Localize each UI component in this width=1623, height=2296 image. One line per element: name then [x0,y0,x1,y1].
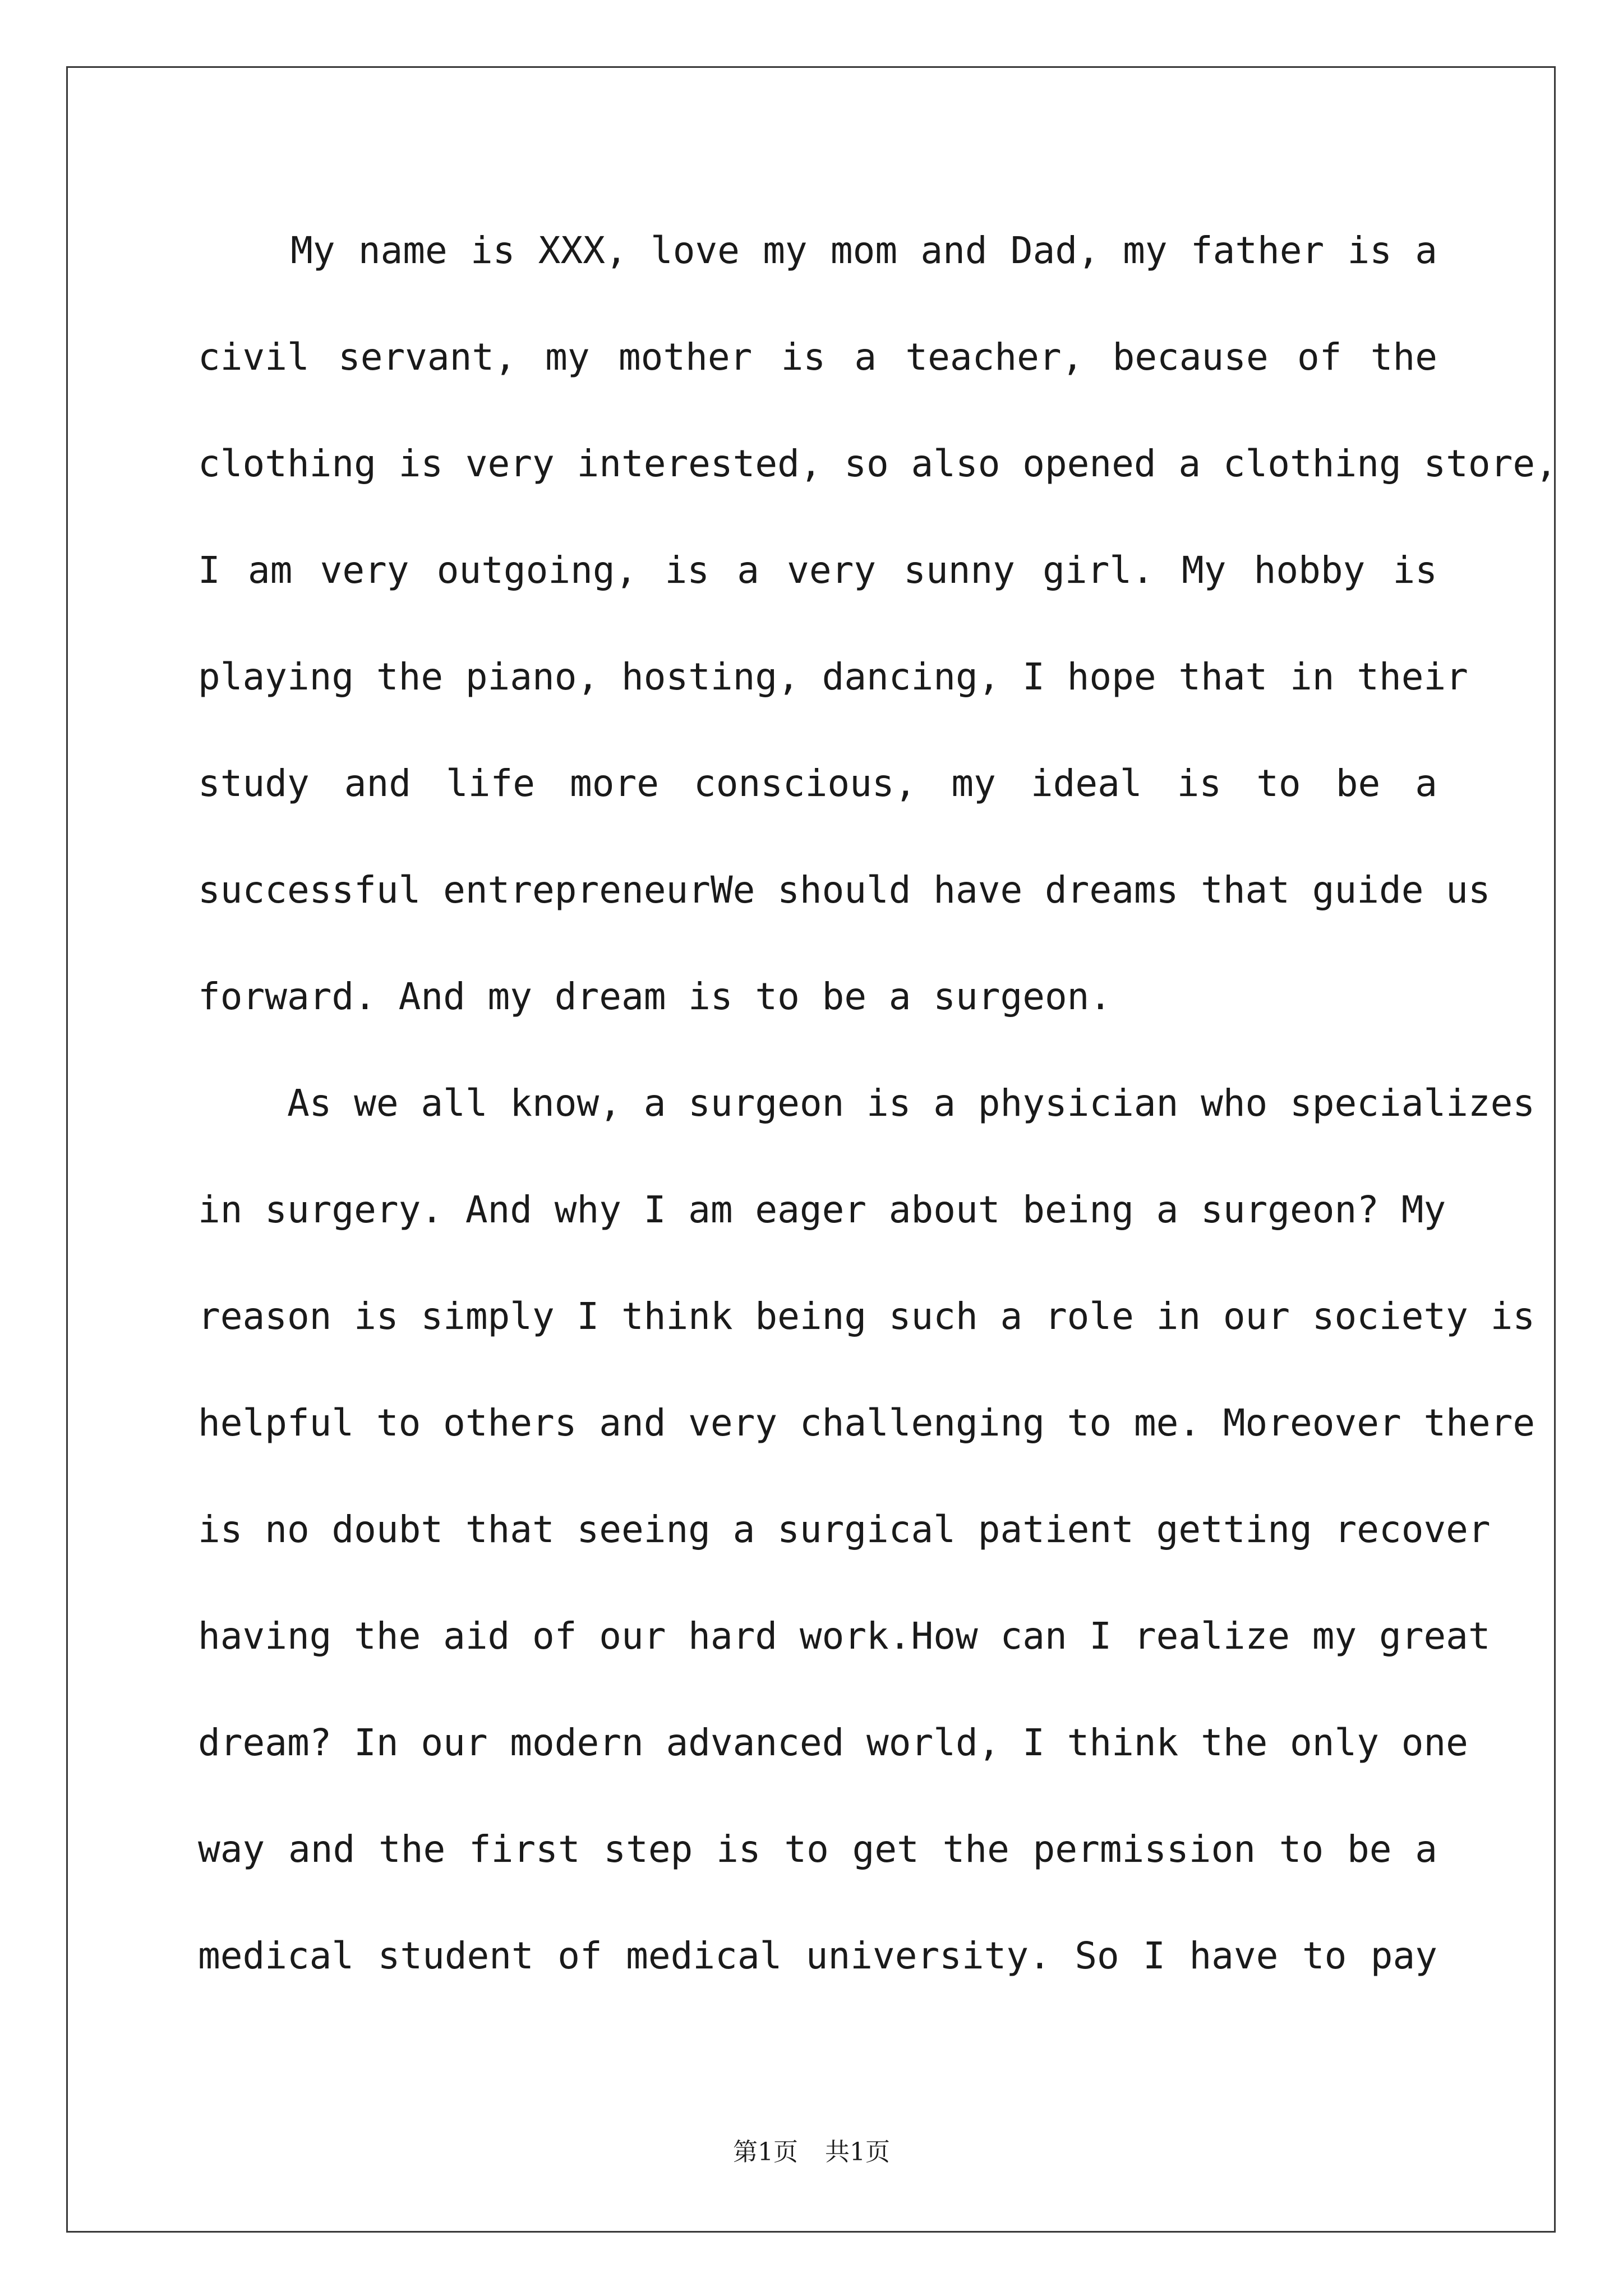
text-line: dream? In our modern advanced world, I think the only one [198,1721,1468,1764]
text-line: having the aid of our hard work.How can I realize my great [198,1614,1491,1658]
page-footer [0,2132,1623,2168]
text-line: is no doubt that seeing a surgical patient getting recover [198,1508,1491,1551]
text-line: My name is XXX, love my mom and Dad, my father is a [198,229,1437,272]
text-line: way and the first step is to get the permission to be a [198,1828,1437,1871]
text-line: study and life more conscious, my ideal is to be a [198,762,1437,805]
text-line: successful entrepreneurWe should have dreams that guide us [198,868,1491,912]
text-line: medical student of medical university. So I have to pay [198,1934,1437,1977]
text-line: As we all know, a surgeon is a physician who specializes [198,1082,1536,1125]
text-line: helpful to others and very challenging to me. Moreover there [198,1401,1536,1444]
text-line: forward. And my dream is to be a surgeon. [198,975,1112,1018]
text-line: in surgery. And why I am eager about being a surgeon? My [198,1188,1446,1231]
document-body [198,197,1557,2009]
page-number-current: 第1页 [733,2138,798,2166]
text-line: civil servant, my mother is a teacher, because of the [198,335,1437,379]
text-line: I am very outgoing, is a very sunny girl. My hobby is [198,549,1437,592]
page-number-total: 共1页 [825,2138,890,2166]
text-line: clothing is very interested, so also opened a clothing store, [198,442,1557,485]
text-line: playing the piano, hosting, dancing, I hope that in their [198,655,1468,698]
text-line: reason is simply I think being such a role in our society is [198,1295,1536,1338]
